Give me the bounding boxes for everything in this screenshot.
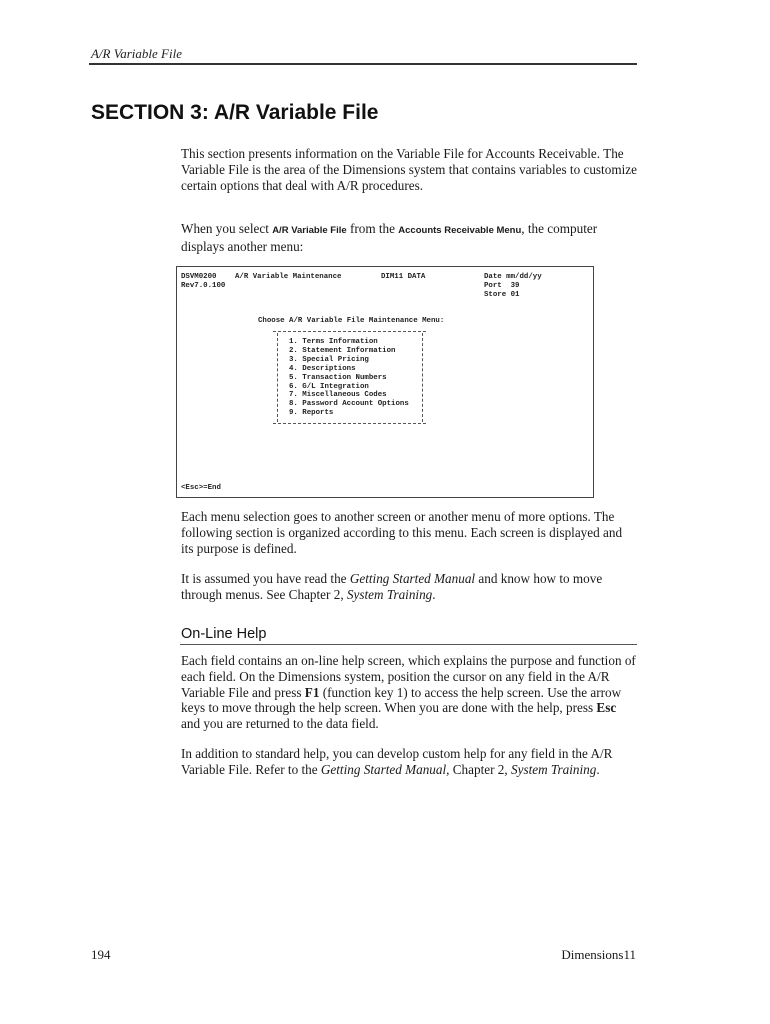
- manual-title: Getting Started Manual: [320, 761, 447, 777]
- screen-program-id: DSVM0200: [181, 273, 217, 281]
- page-number: 194: [91, 947, 111, 962]
- menu-box-top-border: [273, 331, 426, 332]
- menu-item-miscellaneous-codes[interactable]: 7. Miscellaneous Codes: [289, 391, 387, 400]
- menu-item-descriptions[interactable]: 4. Descriptions: [289, 364, 356, 373]
- screen-title: A/R Variable Maintenance: [235, 273, 342, 281]
- screen-company: DIM11 DATA: [381, 273, 426, 281]
- accounts-receivable-menu-ref: Accounts Receivable Menu: [398, 225, 522, 236]
- f1-key: F1: [304, 684, 320, 700]
- chapter-title: System Training: [511, 761, 597, 777]
- text-segment: .: [596, 761, 600, 777]
- menu-box-right-border: [422, 333, 423, 422]
- menu-item-password-account-options[interactable]: 8. Password Account Options: [289, 400, 409, 409]
- text-segment: (function key 1) to access the help screen. Use the arrow keys to move through the help screen. When you are done with the help, press: [181, 684, 622, 716]
- menu-item-gl-integration[interactable]: 6. G/L Integration: [289, 382, 369, 391]
- chapter-title: System Training: [346, 586, 433, 602]
- text-segment: from the: [346, 221, 399, 236]
- menu-item-terms-information[interactable]: 1. Terms Information: [289, 338, 378, 346]
- screen-esc-hint: <Esc>=End: [181, 484, 221, 492]
- menu-item-statement-information[interactable]: 2. Statement Information: [289, 346, 396, 355]
- menu-item-special-pricing[interactable]: 3. Special Pricing: [289, 355, 369, 364]
- text-segment: and you are returned to the data field.: [181, 716, 379, 732]
- text-segment: , the computer displays another menu:: [181, 221, 598, 254]
- manual-title: Getting Started Manual: [349, 571, 476, 586]
- header-rule: [89, 63, 637, 65]
- screen-revision: Rev7.0.100: [181, 282, 226, 290]
- getting-started-paragraph: [181, 571, 637, 603]
- screen-date: Date mm/dd/yy: [484, 273, 542, 281]
- esc-key: Esc: [596, 700, 617, 716]
- text-segment: When you select: [181, 221, 273, 236]
- text-segment: and know how to move through menus. See Chapter 2,: [181, 571, 603, 602]
- menu-box-left-border: [277, 333, 278, 422]
- menu-item-transaction-numbers[interactable]: 5. Transaction Numbers: [289, 373, 387, 382]
- screen-port: Port 39: [484, 282, 520, 290]
- text-segment: , Chapter 2,: [446, 761, 511, 777]
- product-name: Dimensions11: [561, 947, 636, 962]
- intro-paragraph: This section presents information on the Variable File for Accounts Receivable. The Variable File is the area of the Dimensions system that contains variables to customize certain options that deal with A/R procedures.: [181, 146, 637, 193]
- menu-item-reports[interactable]: 9. Reports: [289, 409, 334, 418]
- online-help-heading: On-Line Help: [181, 626, 267, 642]
- custom-help-paragraph: [181, 746, 637, 778]
- screen-store: Store 01: [484, 291, 520, 299]
- text-segment: Each field contains an on-line help screen, which explains the purpose and function of each field. On the Dimensions system, position the cursor on any field in the A/R Variable File and press: [181, 653, 636, 700]
- running-header: A/R Variable File: [91, 46, 182, 61]
- text-segment: In addition to standard help, you can develop custom help for any field in the A/R Variable File. Refer to the: [181, 746, 613, 777]
- section-title: SECTION 3: A/R Variable File: [91, 101, 379, 124]
- online-help-paragraph: [181, 653, 637, 732]
- text-segment: .: [432, 586, 436, 602]
- terminal-screen: [176, 266, 594, 498]
- menu-box: [273, 331, 426, 424]
- menu-box-bottom-border: [273, 423, 426, 424]
- text-segment: It is assumed you have read the: [181, 571, 350, 586]
- menu-selection-paragraph: [181, 221, 637, 255]
- menu-list: [289, 338, 409, 418]
- menu-organization-paragraph: Each menu selection goes to another screen or another menu of more options. The following section is organized according to this menu. Each screen is displayed and its purpose is defined.: [181, 509, 623, 556]
- ar-variable-file-ref: A/R Variable File: [272, 225, 347, 236]
- online-help-rule: [180, 644, 637, 645]
- menu-heading: Choose A/R Variable File Maintenance Menu:: [258, 317, 445, 325]
